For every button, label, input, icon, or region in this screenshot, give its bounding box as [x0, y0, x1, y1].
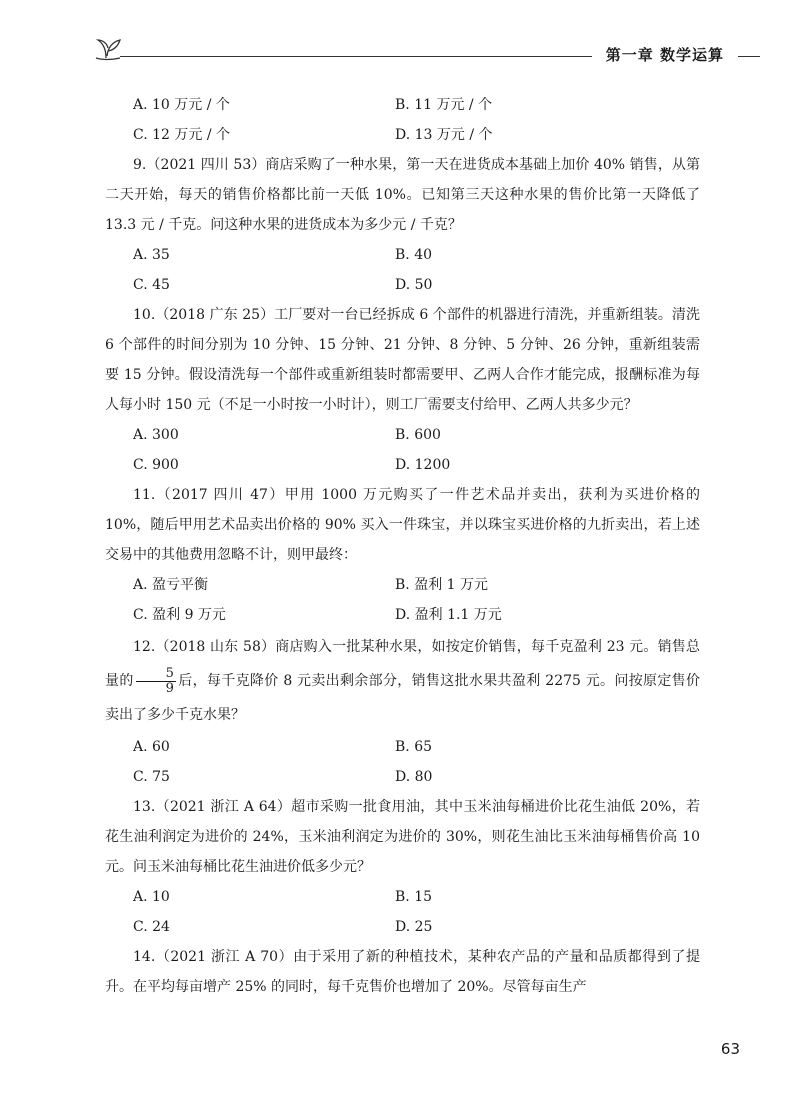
options-q11: [105, 570, 700, 630]
option-d: D. 80: [395, 769, 433, 785]
option-b: B. 600: [395, 427, 441, 443]
option-c: C. 盈利 9 万元: [133, 607, 226, 623]
question-13: 13.（2021 浙江 A 64）超市采购一批食用油，其中玉米油每桶进价比花生油低 20%，若花生油利润定为进价的 24%，玉米油利润定为进价的 30%，则花生油比玉米油每桶售价高 10 元。问玉米油每桶比花生油进价低多少元？: [105, 799, 700, 875]
question-11: 11.（2017 四川 47）甲用 1000 万元购买了一件艺术品并卖出，获利为买进价格的 10%，随后甲用艺术品卖出价格的 90% 买入一件珠宝，并以珠宝买进价格的九折卖出，若上述交易中的其他费用忽略不计，则甲最终：: [105, 487, 700, 563]
question-10: 10.（2018 广东 25）工厂要对一台已经拆成 6 个部件的机器进行清洗，并重新组装。清洗 6 个部件的时间分别为 10 分钟、15 分钟、21 分钟、8 分钟、5 分钟、26 分钟，重新组装需要 15 分钟。假设清洗每一个部件或重新组装时都需要甲、乙两人合作才能完成，报酬标准为每人每小时 150 元（不足一小时按一小时计），则工厂需要支付给甲、乙两人共多少元？: [105, 307, 700, 413]
options-q8: [105, 90, 700, 150]
option-a: A. 10: [133, 889, 170, 905]
option-c: C. 45: [133, 277, 170, 293]
option-b: B. 11 万元 / 个: [395, 97, 493, 113]
option-b: B. 盈利 1 万元: [395, 577, 488, 593]
option-b: B. 15: [395, 889, 433, 905]
page-content: [105, 90, 700, 1002]
chapter-title: 第一章 数学运算: [592, 44, 738, 65]
question-12-text-before: 12.（2018 山东 58）商店购入一批某种水果，如按定价销售，每千克盈利 23 元。销售总量的: [105, 639, 700, 689]
option-c: C. 75: [133, 769, 170, 785]
option-c: C. 900: [133, 457, 179, 473]
option-a: A. 35: [133, 247, 170, 263]
option-a: A. 盈亏平衡: [133, 577, 209, 593]
option-a: A. 300: [133, 427, 179, 443]
option-a: A. 60: [133, 739, 170, 755]
options-q13: [105, 882, 700, 942]
option-d: D. 1200: [395, 457, 451, 473]
option-b: B. 65: [395, 739, 433, 755]
option-c: C. 12 万元 / 个: [133, 127, 230, 143]
question-12-text-after: 后，每千克降价 8 元卖出剩余部分，销售这批水果共盈利 2275 元。问按原定售价卖出了多少千克水果？: [105, 673, 700, 723]
options-q10: [105, 420, 700, 480]
question-9: 9.（2021 四川 53）商店采购了一种水果，第一天在进货成本基础上加价 40% 销售，从第二天开始，每天的销售价格都比前一天低 10%。已知第三天这种水果的售价比第一天降低了 13.3 元 / 千克。问这种水果的进货成本为多少元 / 千克？: [105, 157, 700, 233]
question-12: [105, 630, 700, 732]
options-q9: [105, 240, 700, 300]
sprout-leaf-icon: [92, 34, 126, 64]
options-q12: [105, 732, 700, 792]
option-d: D. 盈利 1.1 万元: [395, 607, 502, 623]
option-d: D. 25: [395, 919, 433, 935]
page-header: [92, 36, 760, 66]
option-d: D. 50: [395, 277, 433, 293]
fraction: [136, 667, 176, 696]
fraction-denominator: 9: [165, 680, 174, 696]
question-14: 14.（2021 浙江 A 70）由于采用了新的种植技术，某种农产品的产量和品质都得到了提升。在平均每亩增产 25% 的同时，每千克售价也增加了 20%。尽管每亩生产: [105, 949, 700, 995]
option-b: B. 40: [395, 247, 433, 263]
page-number: 63: [720, 1040, 740, 1058]
option-a: A. 10 万元 / 个: [133, 97, 230, 113]
option-d: D. 13 万元 / 个: [395, 127, 493, 143]
option-c: C. 24: [133, 919, 170, 935]
fraction-numerator: 5: [136, 667, 176, 682]
